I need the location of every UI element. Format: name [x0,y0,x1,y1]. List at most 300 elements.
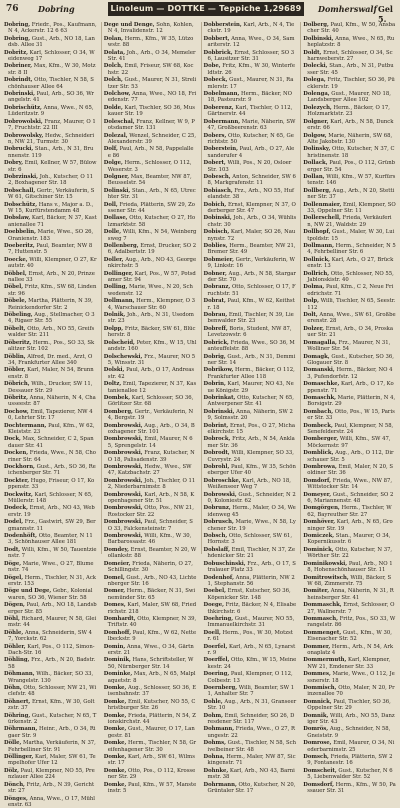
directory-entry [204,726,297,739]
directory-entry [303,671,396,684]
entry-name: Dögen, [4,602,25,608]
directory-entry [303,685,396,698]
directory-entry [4,533,97,546]
entry-name: Dobrick, [204,340,229,346]
entry-details: Otto, Schlosser, NW 21, Wiclefstr. 48 [8,685,96,697]
entry-details: Frieda, Wwe., N 58, Choriner Str. 64 [8,450,96,462]
directory-entry [4,699,97,712]
directory-entry [204,105,297,118]
entry-details: Otto, Kutscher, N 20, Grüntaler Str. 17 [208,782,296,794]
entry-details: Emil, Maler, N 20, Soldiner Str. 36 [307,464,393,476]
entry-details: Ernst, Drucker, SO 26, Adalbertstr. 19 [108,243,196,255]
directory-entry [303,630,396,643]
entry-name: Domke, [104,768,127,774]
entry-details: Gust., Maler, W 30, Luitpoldstr. 15 [307,229,394,241]
entry-name: Dolski, [104,367,125,373]
directory-entry [104,367,197,380]
directory-entry [204,188,297,201]
directory-entry [204,119,297,132]
entry-name: Domke, [104,699,127,705]
entry-details: Herm., Beamter, NW 21, Bremer Str. 49 [208,243,296,255]
directory-entry [104,685,197,698]
entry-name: Dohrmann, [204,782,237,788]
entry-details: Karl, Arb., O 27, Brückenstr. 13 [307,257,393,269]
entry-details: Anna, Wwe., N 65, Lüderitzstr. 9 [8,105,94,117]
entry-name: Dohle, [204,699,223,705]
directory-entry [204,77,297,90]
entry-details: Paul, Kfm., W 50, Ansbacher Str. 40 [307,22,395,34]
directory-entry [4,754,97,767]
directory-entry [4,188,97,201]
directory-entry [204,630,297,643]
directory-entry [104,215,197,228]
entry-name: Doeberitz, [4,243,35,249]
directory-entry [204,354,297,367]
directory-entry [4,616,97,629]
directory-entry [4,464,97,477]
entry-name: Dobers, [204,133,227,139]
directory-entry [303,602,396,615]
directory-entry [4,602,97,615]
entry-details: Boris, Student, NW 87, Levetzowstr. 6 [208,326,292,338]
directory-entry [104,381,197,394]
entry-name: Doleschal, [104,119,135,125]
directory-entry [204,215,297,228]
entry-name: Domblick, [303,450,333,456]
entry-details: Aug., Arb., N 58, Stargarder Str. 70 [208,271,296,283]
entry-details: Anna, Näherin, SW 29, Solmsstr. 20 [208,409,293,421]
directory-entry [4,119,97,132]
directory-entry [4,547,97,560]
entry-name: Dobbert, [204,36,230,42]
entry-details: Herm., Bäcker, O 112, Frankfurter Allee 118 [208,367,295,379]
entry-details: Gust., Arb., SO 36, Reichenberger Str. 71 [8,464,96,476]
entry-details: Gust., Maurer, N 31, Ramlerstr. 17 [208,77,294,89]
directory-entry [104,36,197,49]
entry-name: Dobrischütz, [4,105,42,111]
entry-name: Dobrin, [204,381,226,387]
entry-details: Willi, Arb., NO 55, Danziger Str. 43 [307,713,394,725]
directory-entry [303,215,396,228]
entry-details: Emil, Maurer, O 34, Niederbarnimstr. 25 [307,740,394,752]
directory-entry [4,77,97,90]
entry-details: Karl, Maurer, NO 43, Neue Königstr. 29 [208,381,294,393]
entry-name: Dobsch, [204,533,228,539]
entry-name: Dommer, [303,644,330,650]
advertisement-banner: Linoleum — DOTTKE — Teppiche 1,29689 [108,2,304,16]
entry-name: Dolata, [104,50,125,56]
entry-name: Dombrowski, [104,423,143,429]
directory-entry [204,312,297,325]
entry-name: Domes, [104,602,126,608]
entry-details: Frieda, Wwe., NW 87, Wittstocker Str. 14 [307,478,392,490]
entry-details: Stan., Arb., N 31, Putbusser Str. 45 [307,63,393,75]
entry-details: Karl, Arb., N 4, Tieckstr. 19 [208,22,295,34]
entry-details: Herm., Tischler, W 62, Bayreuther Str. 27 [307,505,392,517]
entry-details: Willi, Klempner, SO 33, Cuvrystr. 24 [208,450,294,462]
entry-details: Max, Schneider, C 2, Spandauer Str. 41 [8,436,94,448]
directory-entry [104,436,197,449]
directory-entry [104,533,197,546]
directory-entry [4,243,97,256]
entry-name: Döllinger, [4,754,33,760]
entry-details: Ernst, Arb., NO 43, Weberstr. 19 [8,505,95,517]
entry-details: Emil, Kutscher, NO 55, Christburger Str. 26 [108,699,196,711]
directory-entry [204,754,297,767]
entry-name: Dolega, [303,77,326,83]
entry-details: Karl, Bäcker, N 37, Kastanienallee 71 [8,215,97,227]
entry-details: Herm., Klempner, O 34, Warschauer Str. 60 [108,298,195,310]
entry-details: Gust., Kfm., W 30, Eisenacher Str. 52 [307,630,392,642]
directory-entry [4,768,97,781]
directory-entry [303,395,396,408]
entry-name: Dommermuth, [303,657,346,663]
entry-details: Anna, Näherin, N 31, Rheinsberger Str. 41 [307,588,393,600]
entry-name: Dominick, [303,547,333,553]
entry-name: Domel, [104,575,125,581]
entry-details: Herm., Schlosser, O 112, Weserstr. 3 [108,160,192,172]
entry-details: Herm., Maler, O 34, Weidenweg 45 [208,505,296,517]
entry-details: Karl, Maler, SW 61, Tempelhofer Ufer 12 [8,754,96,766]
directory-entry [104,284,197,297]
entry-details: Gust., Arb., NO 43, Lichtenberger Str. 16 [108,575,197,587]
directory-entry [303,768,396,781]
entry-details: Wenzel, Schneider, C 25, Alexanderstr. 39 [108,133,196,145]
entry-details: Otto, Kutscher, N 65, Gerichtstr. 50 [208,133,294,145]
entry-details: Herm., Tischler, N 31, Ackerstr. 153 [8,575,96,587]
entry-name: Dobslaff, [204,547,230,553]
entry-name: Dobrodt, [204,450,230,456]
entry-name: Dobschall, [4,188,35,194]
entry-name: Dolt, [303,312,317,318]
directory-entry [303,533,396,546]
entry-name: Dollmann, [104,298,135,304]
entry-details: Hans, Schriftsteller, W 50, Nürnberger Str. 14 [108,657,194,669]
directory-entry [4,91,97,104]
entry-details: Karl, Pos., O 112, Simon-Dach-Str. 16 [8,644,95,656]
entry-details: Frieda, Plätterin, SW 29, Zossener Str. 44 [108,202,195,214]
entry-name: Dombrowski, [104,450,143,456]
directory-entry [303,726,396,739]
entry-details: Otto, Kutscher, N 37, Wörther Str. 22 [307,547,392,559]
directory-entry [204,450,297,463]
directory-entry [104,22,197,35]
entry-details: Karl, Pos., W 57, Potsdamer Str. 94 [108,271,196,283]
entry-details: Willi, Tischler, N 65, Seestr. 112 [307,298,395,310]
entry-name: Dobschütz, [4,202,37,208]
directory-entry [104,616,197,629]
entry-details: Ernst, Schlosser, O 27, Wallnerstr. 7 [307,602,394,614]
directory-entry [4,312,97,325]
entry-name: Dolch, [104,77,123,83]
entry-name: Dombrowski, [104,533,143,539]
entry-name: Döbritz, [4,395,28,401]
entry-name: Dodeck, [4,505,28,511]
entry-name: Dölle, [4,740,21,746]
directory-entry [104,464,197,477]
entry-name: Dobreff, [204,326,228,332]
entry-name: Dobrindt, [4,77,32,83]
entry-details: Paul, Arb., NO 18, Hohenschönhauser Str. 11 [307,561,392,573]
entry-name: Dobiasch, [204,188,233,194]
entry-name: Doerffel, [204,657,230,663]
entry-name: Domrose, [303,740,331,746]
entry-name: Doebbelin, [4,229,36,235]
directory-entry [303,644,396,657]
entry-details: Paul, Klempner, O 112, Colbestr. 13 [208,671,293,683]
entry-details: Emil, Tapezierer, N 37, Kastanienallee 12 [108,381,196,393]
entry-details: Anna, Wwe., O 17, Mühlenstr. 63 [8,796,95,808]
page-header [0,0,400,22]
directory-entry [4,105,97,118]
entry-name: Dobry, [4,160,23,166]
directory-entry [204,740,297,753]
entry-details: Fritz, Bäcker, N 4, Elisabethkirchstr. 6 [208,602,297,614]
entry-name: Dobrau, [204,312,228,318]
directory-entry [204,202,297,215]
directory-entry [204,326,297,339]
entry-details: Paul, Beamter, NW 87, Huttenstr. 5 [8,243,92,255]
entry-name: Dolp, [303,298,319,304]
entry-name: Dominik, [104,657,131,663]
entry-details: Fritz, Kfm., SW 68, Lindenstr. 96 [8,284,96,296]
entry-name: Doerfel, [204,644,228,650]
entry-details: Karl, Arb., N 58, Kopenhagener Str. 51 [108,492,194,504]
entry-name: Dohna, [204,754,225,760]
entry-name: Dobrowolsky, [4,133,43,139]
entry-details: Frz., Arb., NO 55, Hufelandstr. 38 [208,188,294,200]
entry-name: Dolecki, [303,63,327,69]
entry-name: Dobranz, [204,284,231,290]
entry-name: Doege, [204,602,224,608]
directory-entry [303,616,396,629]
entry-details: Gust., Schneider, N 20, Koloniestr. 62 [208,492,296,504]
directory-entry [4,685,97,698]
directory-entry [303,160,396,173]
entry-details: Willi, Bäcker, SW 68, Zimmerstr. 75 [307,575,391,587]
entry-name: Döhn, [4,685,22,691]
entry-name: Dobner, [204,271,227,277]
directory-entry [4,298,97,311]
entry-name: Dobinski, [204,215,232,221]
directory-entry [204,519,297,532]
entry-name: Domberg, [104,409,133,415]
entry-name: Dönges, [4,796,28,802]
entry-details: Joh., Arb., O 34, Wühlischstr. 30 [208,215,297,227]
entry-name: Dobuschinski, [204,561,246,567]
entry-name: Domiter, [303,588,329,594]
entry-details: Herm., Bäcker, NO 43, Pufendorfstr. 12 [307,367,392,379]
directory-entry [104,160,197,173]
entry-name: Döhle, [4,630,23,636]
entry-details: Otto, Tischler, N 58, Schönhauser Allee 64 [8,77,94,89]
entry-name: Domeier, [104,561,131,567]
directory-entry [4,519,97,532]
directory-entry [303,464,396,477]
entry-details: Anna, Plätterin, NW 21, Stephanstr. 56 [208,575,295,587]
directory-entry [303,188,396,201]
directory-entry [204,381,297,394]
entry-details: Herm., Pos., SO 33, Skalitzer Str. 102 [8,340,94,352]
entry-name: Dombrowski, [104,505,143,511]
entry-name: Dockter, [4,478,29,484]
entry-details: Ernst, Pos., O 27, Michaelkirchstr. 15 [208,423,296,435]
entry-details: Fritz, Kfm., W 30, Winterfeldtstr. 26 [208,63,296,75]
directory-entry [4,436,97,449]
directory-entry [104,519,197,532]
directory-entry [303,505,396,518]
directory-entry [204,575,297,588]
directory-entry [204,685,297,698]
entry-name: Dobrig, [204,354,226,360]
directory-entry [204,395,297,408]
entry-details: Paul, Schneider, SO 33, Falckensteinstr. 7 [108,519,193,531]
directory-entry [204,533,297,546]
directory-entry [104,713,197,726]
entry-details: Paul, Arb., SO 36, Wrangelstr. 41 [8,91,94,103]
entry-name: Dobelmann, [204,91,240,97]
entry-name: Dodenhof, [204,575,234,581]
entry-name: Dobrinski, [204,409,235,415]
entry-name: Dombrowa, [303,464,337,470]
entry-name: Dollenmaier, [303,202,341,208]
directory-entry [204,547,297,560]
entry-details: Willi, Klempner, O 27, Krautstr. 40 [8,257,96,269]
entry-name: Domhöver, [303,519,335,525]
entry-name: Dohnke, [204,768,229,774]
entry-name: Dobrinski, [4,91,35,97]
entry-details: Herm., Bäcker, O 17, Holzmarktstr. 23 [307,105,390,117]
entry-details: Willi, Pos., N 20, Osloer Str. 103 [208,160,292,172]
entry-name: Domeyer, [303,492,331,498]
entry-name: Dolgner, [104,174,129,180]
entry-name: Dobrock, [204,436,231,442]
entry-details: Hans v., Major a. D., W 15, Kurfürstendamm 48 [8,202,93,214]
entry-name: Döbele, [4,298,26,304]
entry-details: Gust., Arb., NO 18, Landsb. Allee 31 [8,36,95,48]
directory-entry [104,478,197,491]
directory-entry [4,588,97,601]
directory-entry [104,50,197,63]
entry-details: Max, Beamter, NW 87, Beusselstr. 54 [108,174,192,186]
directory-entry [204,257,297,270]
entry-details: Aug., Arb., O 34, Boxhagener Str. 101 [108,423,195,435]
entry-details: Otto, Schlosser, NO 55, Jablonskistr. 40 [307,271,394,283]
entry-name: Dombrowski, [104,519,143,525]
entry-details: Anna, Wwe., O 34, Gärtnerstr. 21 [108,644,194,656]
entry-name: Doller, [104,257,124,263]
entry-details: Paul, Kfm., W 57, Mansteinstr. 5 [108,782,196,794]
entry-name: Dobesch, [204,174,231,180]
directory-entry [303,146,396,159]
directory-entry [4,367,97,380]
entry-details: Herm., Bäcker, N 31, Swinemünder Str. 65 [108,588,195,600]
directory-entry [204,160,297,173]
entry-details: Fritz, Pos., SO 33, Wrangelstr. 86 [307,616,395,628]
directory-column [201,22,297,554]
entry-details: Gertr., Verkäuferin, W 9, Linkstr. 16 [208,257,295,269]
entry-name: Dolezal, [104,133,128,139]
directory-entry [4,271,97,284]
directory-entry [4,671,97,684]
entry-details: Stan., Maurer, O 34, Kopernikusstr. 6 [307,533,390,545]
entry-details: Franz, Kellner, W 9, Potsdamer Str. 131 [108,119,195,131]
entry-details: Otto, Kutscher, N 65, Antwerpener Str. 41 [208,395,294,407]
entry-name: Döhnert, [4,699,30,705]
entry-name: Doberstein, [204,146,239,152]
entry-name: Dollrich, [303,271,329,277]
directory-entry [4,36,97,49]
entry-details: Marie, Wwe., O 112, Jessnerstr. 18 [307,671,394,683]
entry-details: Otto, Beamter, N 113, Schönhauser Allee 181 [8,533,93,545]
entry-name: Dolenga, [303,91,329,97]
entry-name: Dombach, [303,409,333,415]
entry-details: Ernst, Arb., N 20, Prinzenallee 33 [8,271,95,283]
entry-details: Joh., Arb., O 34, Memeler Str. 41 [108,50,196,62]
directory-entry [104,561,197,574]
entry-name: Domnik, [303,713,328,719]
entry-name: Dobmeier, [204,257,234,263]
directory-entry [104,699,197,712]
entry-details: Otto, Maler, N 20, Prinzenallee 70 [307,685,394,697]
entry-details: Herm., Maler, NW 87, Sickingenstr. 71 [208,754,296,766]
entry-name: Docken, [4,450,28,456]
entry-name: Domnick, [303,699,331,705]
directory-entry [303,450,396,463]
directory-entry [204,271,297,284]
entry-name: Domke, [104,713,127,719]
entry-name: Döbeling, [4,312,33,318]
directory-entry [104,505,197,518]
entry-details: Otto, Klempner, N 39, Triftstr. 40 [108,616,196,628]
directory-entry [303,492,396,505]
directory-entry [303,478,396,491]
directory-entry [303,340,396,353]
directory-entry [4,423,97,436]
entry-details: Karl, Arb., O 17, Koppenstr. 71 [307,381,393,393]
entry-details: Paul, Pos., O 112, Grünberger Str. 54 [307,160,395,172]
entry-name: Dolezych, [303,105,332,111]
directory-entry [104,630,197,643]
entry-details: Frieda, Plätterin, N 54, Zionskirchstr. 44 [108,713,196,725]
entry-details: Paul, Klempner, NO 55, Prenzlauer Allee 224 [8,768,95,780]
directory-entry [104,588,197,601]
entry-name: Dönch, [4,782,25,788]
entry-details: Ernst, Klempner, N 37, Oderberger Str. 47 [208,202,296,214]
entry-name: Doehring, [204,616,234,622]
directory-entry [104,298,197,311]
entry-details: Emil, Tapezierer, NW 40, Lehrter Str. 17 [8,409,93,421]
directory-entry [204,298,297,311]
directory-entry [303,423,396,436]
directory-entry [104,782,197,795]
directory-entry [204,340,297,353]
entry-details: Karl, Schlosser, N 65, Müllerstr. 148 [8,492,93,504]
entry-name: Domgörgen, [303,505,340,511]
entry-name: Döhring, [4,713,30,719]
entry-name: Doberenz, [204,105,234,111]
entry-name: Dolnik, [104,312,126,318]
entry-details: Karl, Tischler, SO 36, Muskauer Str. 19 [108,105,195,117]
directory-column [4,22,97,554]
entry-details: Paul, Kfm., W 62, Keithstr. 18 [208,298,295,310]
entry-name: Dobrikow, [204,367,234,373]
directory-entry [204,243,297,256]
directory-entry [104,105,197,118]
directory-entry [104,754,197,767]
entry-name: Döge, [4,561,21,567]
entry-name: Domke, [104,740,127,746]
